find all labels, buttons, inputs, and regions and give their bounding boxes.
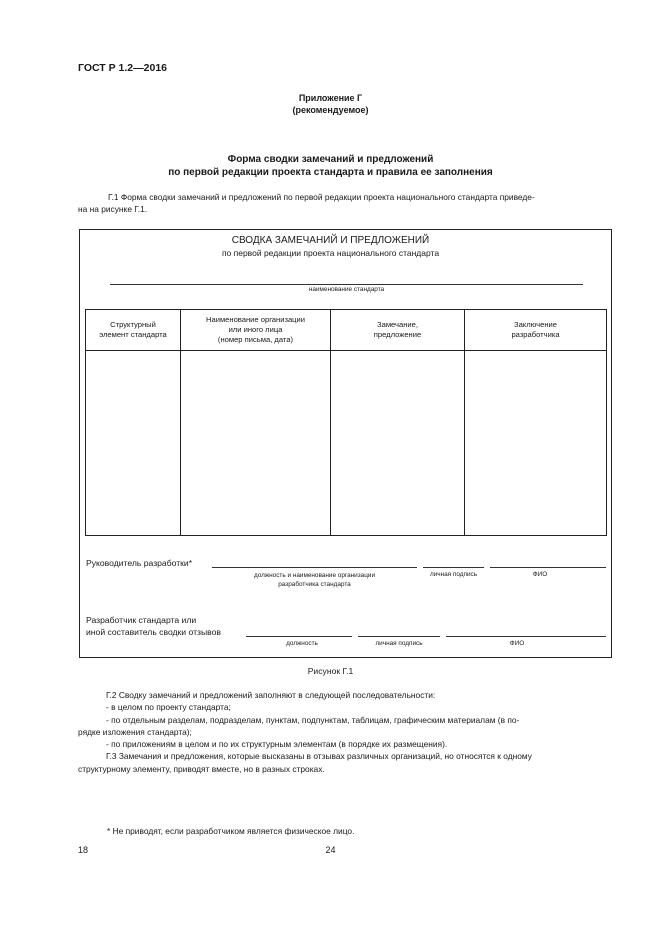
table-header-divider <box>86 350 606 351</box>
standard-name-line <box>110 284 583 285</box>
section3-line2: структурному элементу, приводят вместе, но в разных строках. <box>78 763 325 774</box>
name-caption: ФИО <box>532 571 548 578</box>
appendix-title: Приложение Г <box>298 93 363 103</box>
section3-line1: Г.3 Замечания и предложения, которые высказаны в отзывах различных организаций, но относятся к одному <box>106 751 532 762</box>
intro-line1: Г.1 Форма сводки замечаний и предложений по первой редакции проекта национального стандарта приведе- <box>108 192 535 202</box>
name-line <box>490 567 606 568</box>
name-caption: ФИО <box>509 640 525 647</box>
form-heading: СВОДКА ЗАМЕЧАНИЙ И ПРЕДЛОЖЕНИЙ <box>231 235 430 246</box>
section-title-line2: по первой редакции проекта стандарта и правила ее заполнения <box>168 167 493 178</box>
appendix-status: (рекомендуемое) <box>292 105 369 115</box>
signature-label-developer: Разработчик стандарта или иной составитель сводки отзывов <box>86 615 221 637</box>
column-header-organization: Наименование организации или иного лица (номер письма, дата) <box>206 315 305 344</box>
document-code: ГОСТ Р 1.2—2016 <box>78 62 168 74</box>
position-line <box>212 567 417 568</box>
signature-label-head: Руководитель разработки* <box>86 558 193 568</box>
position-caption: должность <box>286 640 318 647</box>
appendix-heading <box>0 92 661 116</box>
intro-line2: на на рисунке Г.1. <box>78 204 148 215</box>
remarks-table <box>85 309 607 536</box>
list-item: - по приложениям в целом и по их структурным элементам (в порядке их размещения). <box>106 739 448 750</box>
section2-lead: Г.2 Сводку замечаний и предложений заполняют в следующей последовательности: <box>106 690 436 700</box>
form-subheading: по первой редакции проекта национального стандарта <box>221 248 440 258</box>
signature-caption: личная подпись <box>429 571 478 578</box>
rules-text <box>78 689 610 775</box>
figure-caption: Рисунок Г.1 <box>307 666 354 676</box>
list-item-continuation: рядке изложения стандарта); <box>78 726 192 737</box>
section-title <box>0 153 661 179</box>
standard-name-caption: наименование стандарта <box>308 286 385 293</box>
section-title-line1: Форма сводки замечаний и предложений <box>227 154 434 165</box>
intro-paragraph <box>78 191 610 216</box>
list-item: - по отдельным разделам, подразделам, пунктам, подпунктам, таблицам, графическим материалам (в по- <box>106 714 520 725</box>
list-item: - в целом по проекту стандарта; <box>106 702 231 713</box>
name-line <box>446 636 606 637</box>
signature-caption: личная подпись <box>375 640 423 647</box>
column-header-remark: Замечание, предложение <box>373 320 422 339</box>
footnote: * Не приводят, если разработчиком является физическое лицо. <box>107 826 355 836</box>
page-number-center: 24 <box>325 845 336 855</box>
page-number-left: 18 <box>78 845 89 855</box>
signature-line <box>423 567 484 568</box>
position-line <box>246 636 352 637</box>
column-header-conclusion: Заключение разработчика <box>511 320 560 339</box>
column-header-structural-element: Структурный элемент стандарта <box>99 320 167 339</box>
position-caption: должность и наименование организации разработчика стандарта <box>253 572 376 588</box>
signature-line <box>358 636 440 637</box>
